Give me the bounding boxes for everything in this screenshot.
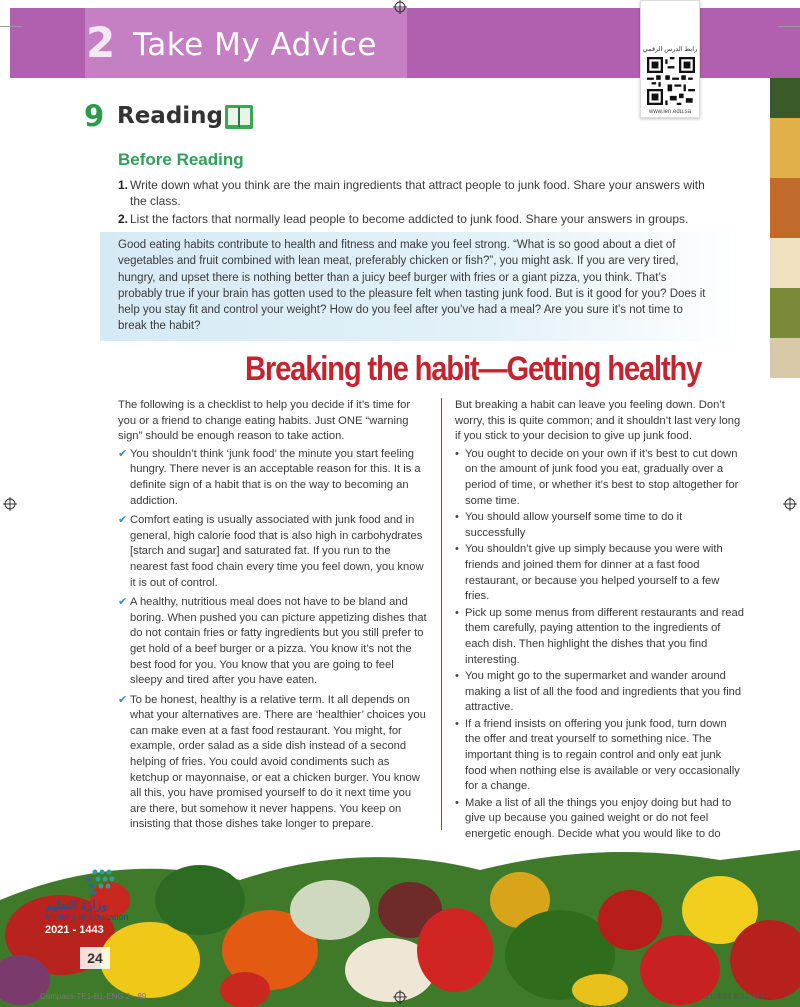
tip-text: Pick up some menus from different restaurants and read them carefully, paying attention to the ingredients of each dish. Then highlight the dishes that you find interesting. [465,606,744,666]
question-number: 2. [118,212,129,226]
bullet-icon: • [455,447,459,460]
question-text: List the factors that normally lead people to become addicted to junk food. Share your answers in groups. [130,212,689,226]
checklist-item [118,595,428,689]
registration-mark-icon [393,0,407,14]
tip-item [455,510,745,541]
left-intro: The following is a checklist to help you decide if it’s time for you or a friend to change eating habits. Just ONE “warning sign” should be enough reason to take action. [118,399,411,443]
ministry-year: 2021 - 1443 [45,924,104,936]
tip-item [455,717,745,795]
intro-text: Good eating habits contribute to health and fitness and make you feel strong. “What is so good about a diet of vegetables and fruit combined with lean meat, preferably chicken or fish?”, you might ask. If you are very tired, hungry, and upset there is nothing better than a juicy beef burger with fries or a giant pizza, you think. That’s probably true if your brain has gotten used to the pleasure felt when tasting junk food. But is it good for you? Does it help you stay fit and control your weight? How do you feel after you’ve had a meal? Are you sure it’s not time to break the habit? [118,239,706,333]
bullet-icon: • [455,543,459,556]
unit-number: 2 [86,18,116,67]
bullet-icon: • [455,796,459,809]
unit-title: Take My Advice [133,27,377,63]
tip-text: You might go to the supermarket and wander around making a list of all the food and ingredients that you find attractive. [465,670,742,714]
checklist-text: To be honest, healthy is a relative term. It all depends on what your alternatives are. There are ‘healthier’ choices you can make even at a fast food restaurant. You might, for example, order salad as a side dish instead of a second helping of fries. You could avoid condiments such as ketchup or mayonnaise, or eat a chicken burger. You know all this, you have promised yourself to do it next time you are there, but somehow it never happens. You keep on insisting that those dishes take longer to prepare. [130,693,426,831]
check-icon: ✔ [118,447,128,460]
registration-mark-icon [783,497,797,511]
book-icon [224,102,254,132]
tip-item [455,447,745,509]
ministry-name-en: Ministry of Education [45,912,129,922]
article-right-column [455,398,745,875]
registration-mark-icon [3,497,17,511]
question-item [118,211,708,227]
check-icon: ✔ [118,596,128,609]
article-left-column [118,398,428,837]
qr-code-card[interactable] [640,0,700,118]
checklist-item [118,693,428,833]
before-reading-questions [118,177,708,229]
tip-item [455,542,745,604]
section-title: Reading [117,103,224,129]
checklist-text: A healthy, nutritious meal does not have to be bland and boring. When pushed you can picture appetizing dishes that do not contain fries or fatty ingredients but you still prefer to get hold of a beef burger or a pizza. You know it’s not the best food for you. You know that you are going to feel sleepy and tired after you have eaten. [130,596,427,687]
checklist-item [118,447,428,509]
bullet-icon: • [455,717,459,730]
ministry-name-ar: وزارة التعليم [45,898,108,912]
print-timestamp: 21/4/21 8:12 AM [705,992,764,1001]
qr-url: www.ien.edu.sa [648,109,692,115]
tip-text: You should allow yourself some time to do it successfully [465,511,683,539]
food-photo-strip [770,78,800,378]
crop-mark [0,26,22,27]
qr-caption: رابط الدرس الرقمي [642,46,698,53]
article-title: Breaking the habit—Getting healthy [245,350,702,388]
right-intro: But breaking a habit can leave you feeling down. Don’t worry, this is quite common; and it shouldn’t last very long if you stick to your decision to give up junk food. [455,399,741,443]
page-number: 24 [80,947,110,969]
column-divider [441,398,442,830]
tip-item [455,669,745,716]
bullet-icon: • [455,670,459,683]
before-reading-title: Before Reading [118,150,244,169]
tip-text: If a friend insists on offering you junk food, turn down the offer and treat yourself to something nice. The important thing is to regain control and only eat junk food when nothing else is available or very occasionally for a change. [465,717,740,793]
registration-mark-icon [393,990,407,1004]
qr-code-icon [647,57,695,105]
question-item [118,177,708,209]
checklist-text: You shouldn’t think ‘junk food’ the minute you start feeling hungry. There never is an acceptable reason for this. It is a definite sign of a habit that is on the way to becoming an addiction. [130,447,421,507]
bullet-icon: • [455,606,459,619]
bullet-icon: • [455,511,459,524]
question-text: Write down what you think are the main ingredients that attract people to junk food. Share your answers with the class. [130,178,705,208]
tip-item [455,606,745,668]
tip-text: You shouldn’t give up simply because you were with friends and joined them for dinner at a fast food restaurant, or because you helped yourself to a few fries. [465,543,723,603]
checklist-item [118,513,428,591]
check-icon: ✔ [118,693,128,706]
checklist-text: Comfort eating is usually associated with junk food and in general, high calorie food that is also high in carbohydrates [starch and sugar] and saturated fat. If you run to the nearest fast food chain every time you feel down, you know it is out of control. [130,514,424,589]
tip-text: Make a list of all the things you enjoy doing but had to give up because you gained weight or do not feel energetic enough. Decide what you would like to do [465,796,732,841]
tip-text: You ought to decide on your own if it’s best to cut down on the amount of junk food you eat, gradually over a period of time, or whether it’s best to stop altogether for some time. [465,447,739,507]
question-number: 1. [118,178,129,192]
print-slug: Compass-TE1-B1-ENG 2 - 89 [40,992,147,1001]
section-number: 9 [84,99,105,133]
check-icon: ✔ [118,514,128,527]
crop-mark [778,26,800,27]
